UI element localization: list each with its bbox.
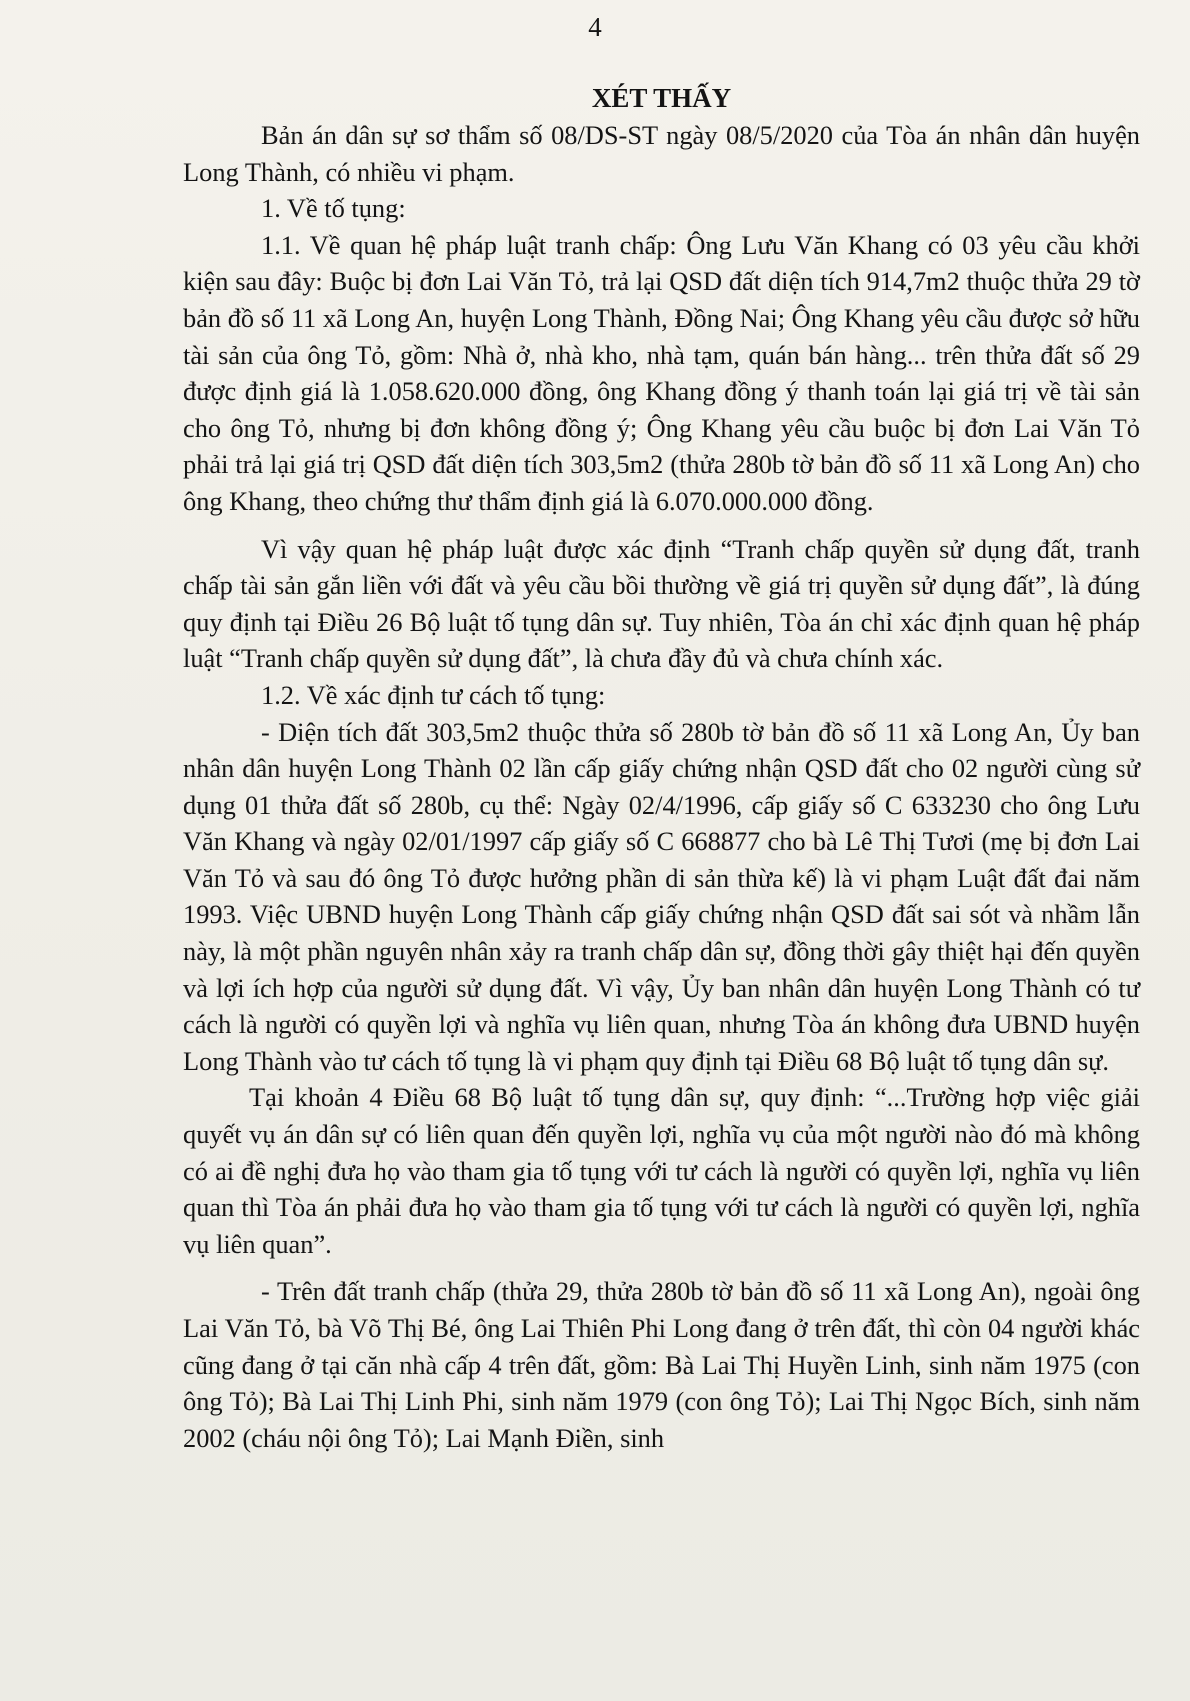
section-title-procedure: 1. Về tố tụng: xyxy=(261,193,406,224)
document-body xyxy=(183,80,1140,1456)
page-number: 4 xyxy=(588,12,602,42)
paragraph-land-certificate: - Diện tích đất 303,5m2 thuộc thửa số 280b tờ bản đồ số 11 xã Long An, Ủy ban nhân dân huyện Long Thành 02 lần cấp giấy chứng nhận QSD đất cho 02 người cùng sử dụng 01 thửa đất số 280b, cụ thể: Ngày 02/4/1996, cấp giấy số C 633230 cho ông Lưu Văn Khang và ngày 02/01/1997 cấp giấy số C 668877 cho bà Lê Thị Tươi (mẹ bị đơn Lai Văn Tỏ và sau đó ông Tỏ được hưởng phần di sản thừa kế) là vi phạm Luật đất đai năm 1993. Việc UBND huyện Long Thành cấp giấy chứng nhận QSD đất sai sót và nhầm lẫn này, là một phần nguyên nhân xảy ra tranh chấp dân sự, đồng thời gây thiệt hại đến quyền và lợi ích hợp của người sử dụng đất. Vì vậy, Ủy ban nhân dân huyện Long Thành có tư cách là người có quyền lợi và nghĩa vụ liên quan, nhưng Tòa án không đưa UBND huyện Long Thành vào tư cách tố tụng là vi phạm quy định tại Điều 68 Bộ luật tố tụng dân sự. xyxy=(183,716,1140,1076)
section-heading: XÉT THẤY xyxy=(591,83,732,113)
paragraph-legal-relation: 1.1. Về quan hệ pháp luật tranh chấp: Ông Lưu Văn Khang có 03 yêu cầu khởi kiện sau đây: Buộc bị đơn Lai Văn Tỏ, trả lại QSD đất diện tích 914,7m2 thuộc thửa 29 tờ bản đồ số 11 xã Long An, huyện Long Thành, Đồng Nai; Ông Khang yêu cầu được sở hữu tài sản của ông Tỏ, gồm: Nhà ở, nhà kho, nhà tạm, quán bán hàng... trên thửa đất số 29 được định giá là 1.058.620.000 đồng, ông Khang đồng ý thanh toán lại giá trị về tài sản cho ông Tỏ, nhưng bị đơn không đồng ý; Ông Khang yêu cầu buộc bị đơn Lai Văn Tỏ phải trả lại giá trị QSD đất diện tích 303,5m2 (thửa 280b tờ bản đồ số 11 xã Long An) cho ông Khang, theo chứng thư thẩm định giá là 6.070.000.000 đồng. xyxy=(183,229,1140,516)
paragraph-conclusion-relation: Vì vậy quan hệ pháp luật được xác định “Tranh chấp quyền sử dụng đất, tranh chấp tài sản gắn liền với đất và yêu cầu bồi thường về giá trị quyền sử dụng đất”, là đúng quy định tại Điều 26 Bộ luật tố tụng dân sự. Tuy nhiên, Tòa án chỉ xác định quan hệ pháp luật “Tranh chấp quyền sử dụng đất”, là chưa đầy đủ và chưa chính xác. xyxy=(183,533,1140,674)
section-title-standing: 1.2. Về xác định tư cách tố tụng: xyxy=(261,679,606,710)
paragraph-law-quote: Tại khoản 4 Điều 68 Bộ luật tố tụng dân sự, quy định: “...Trường hợp việc giải quyết vụ án dân sự có liên quan đến quyền lợi, nghĩa vụ của một người nào đó mà không có ai đề nghị đưa họ vào tham gia tố tụng với tư cách là người có quyền lợi, nghĩa vụ liên quan thì Tòa án phải đưa họ vào tham gia tố tụng với tư cách là người có quyền lợi, nghĩa vụ liên quan”. xyxy=(183,1082,1140,1259)
paragraph-intro: Bản án dân sự sơ thẩm số 08/DS-ST ngày 08/5/2020 của Tòa án nhân dân huyện Long Thành, có nhiều vi phạm. xyxy=(183,120,1140,187)
paragraph-occupants: - Trên đất tranh chấp (thửa 29, thửa 280b tờ bản đồ số 11 xã Long An), ngoài ông Lai Văn Tỏ, bà Võ Thị Bé, ông Lai Thiên Phi Long đang ở trên đất, thì còn 04 người khác cũng đang ở tại căn nhà cấp 4 trên đất, gồm: Bà Lai Thị Huyền Linh, sinh năm 1975 (con ông Tỏ); Bà Lai Thị Linh Phi, sinh năm 1979 (con ông Tỏ); Lai Thị Ngọc Bích, sinh năm 2002 (cháu nội ông Tỏ); Lai Mạnh Điền, sinh xyxy=(183,1276,1140,1453)
